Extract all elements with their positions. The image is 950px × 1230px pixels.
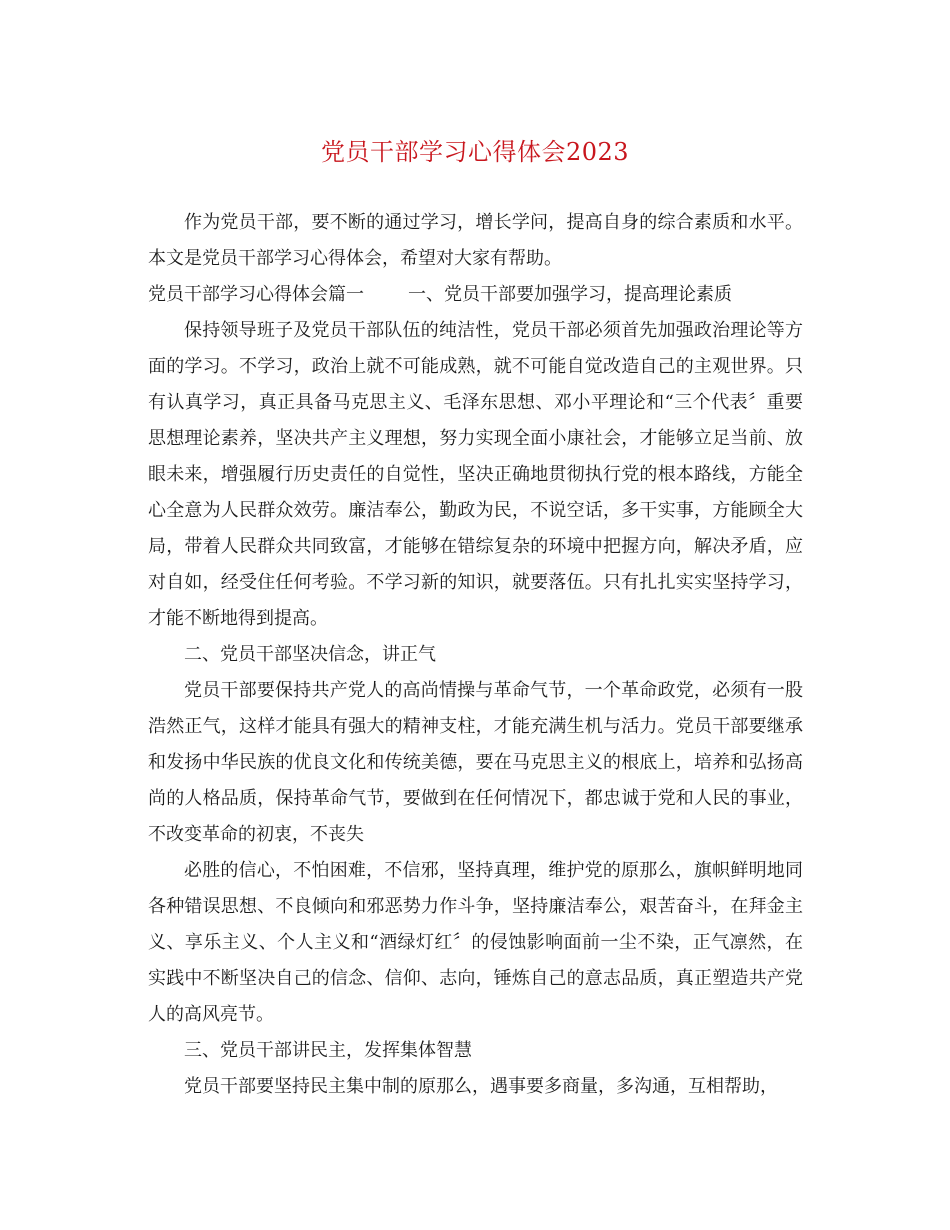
section-heading: 二、党员干部坚决信念，讲正气 bbox=[184, 644, 436, 665]
section-heading: 三、党员干部讲民主，发挥集体智慧 bbox=[184, 1040, 472, 1061]
section-label: 党员干部学习心得体会篇一 bbox=[148, 284, 364, 305]
body-paragraph: 必胜的信心，不怕困难，不信邪，坚持真理，维护党的原那么，旗帜鲜明地同各种错误思想、不良倾向和邪恶势力作斗争，坚持廉洁奉公，艰苦奋斗，在拜金主义、享乐主义、个人主义和“酒绿灯红〞的侵蚀影响面前一尘不染，正气凛然，在实践中不断坚决自己的信念、信仰、志向，锤炼自己的意志品质，真正塑造共产党人的高风亮节。 bbox=[148, 860, 803, 1025]
section-heading: 一、党员干部要加强学习，提高理论素质 bbox=[408, 284, 732, 305]
body-paragraph: 党员干部要保持共产党人的高尚情操与革命气节，一个革命政党，必须有一股浩然正气，这样才能具有强大的精神支柱，才能充满生机与活力。党员干部要继承和发扬中华民族的优良文化和传统美德，要在马克思主义的根底上，培养和弘扬高尚的人格品质，保持革命气节，要做到在任何情况下，都忠诚于党和人民的事业，不改变革命的初衷，不丧失 bbox=[148, 680, 803, 845]
body-paragraph: 党员干部要坚持民主集中制的原那么，遇事要多商量，多沟通，互相帮助， bbox=[184, 1076, 778, 1097]
document-body bbox=[148, 205, 803, 1105]
body-paragraph: 保持领导班子及党员干部队伍的纯洁性，党员干部必须首先加强政治理论等方面的学习。不学习，政治上就不可能成熟，就不可能自觉改造自己的主观世界。只有认真学习，真正具备马克思主义、毛泽东思想、邓小平理论和“三个代表〞重要思想理论素养，坚决共产主义理想，努力实现全面小康社会，才能够立足当前、放眼未来，增强履行历史责任的自觉性，坚决正确地贯彻执行党的根本路线，方能全心全意为人民群众效劳。廉洁奉公，勤政为民，不说空话，多干实事，方能顾全大局，带着人民群众共同致富，才能够在错综复杂的环境中把握方向，解决矛盾，应对自如，经受住任何考验。不学习新的知识，就要落伍。只有扎扎实实坚持学习，才能不断地得到提高。 bbox=[148, 320, 803, 629]
document-title: 党员干部学习心得体会2023 bbox=[320, 138, 630, 166]
intro-paragraph: 作为党员干部，要不断的通过学习，增长学问，提高自身的综合素质和水平。本文是党员干部学习心得体会，希望对大家有帮助。 bbox=[148, 212, 803, 269]
section-header-line bbox=[148, 277, 803, 313]
